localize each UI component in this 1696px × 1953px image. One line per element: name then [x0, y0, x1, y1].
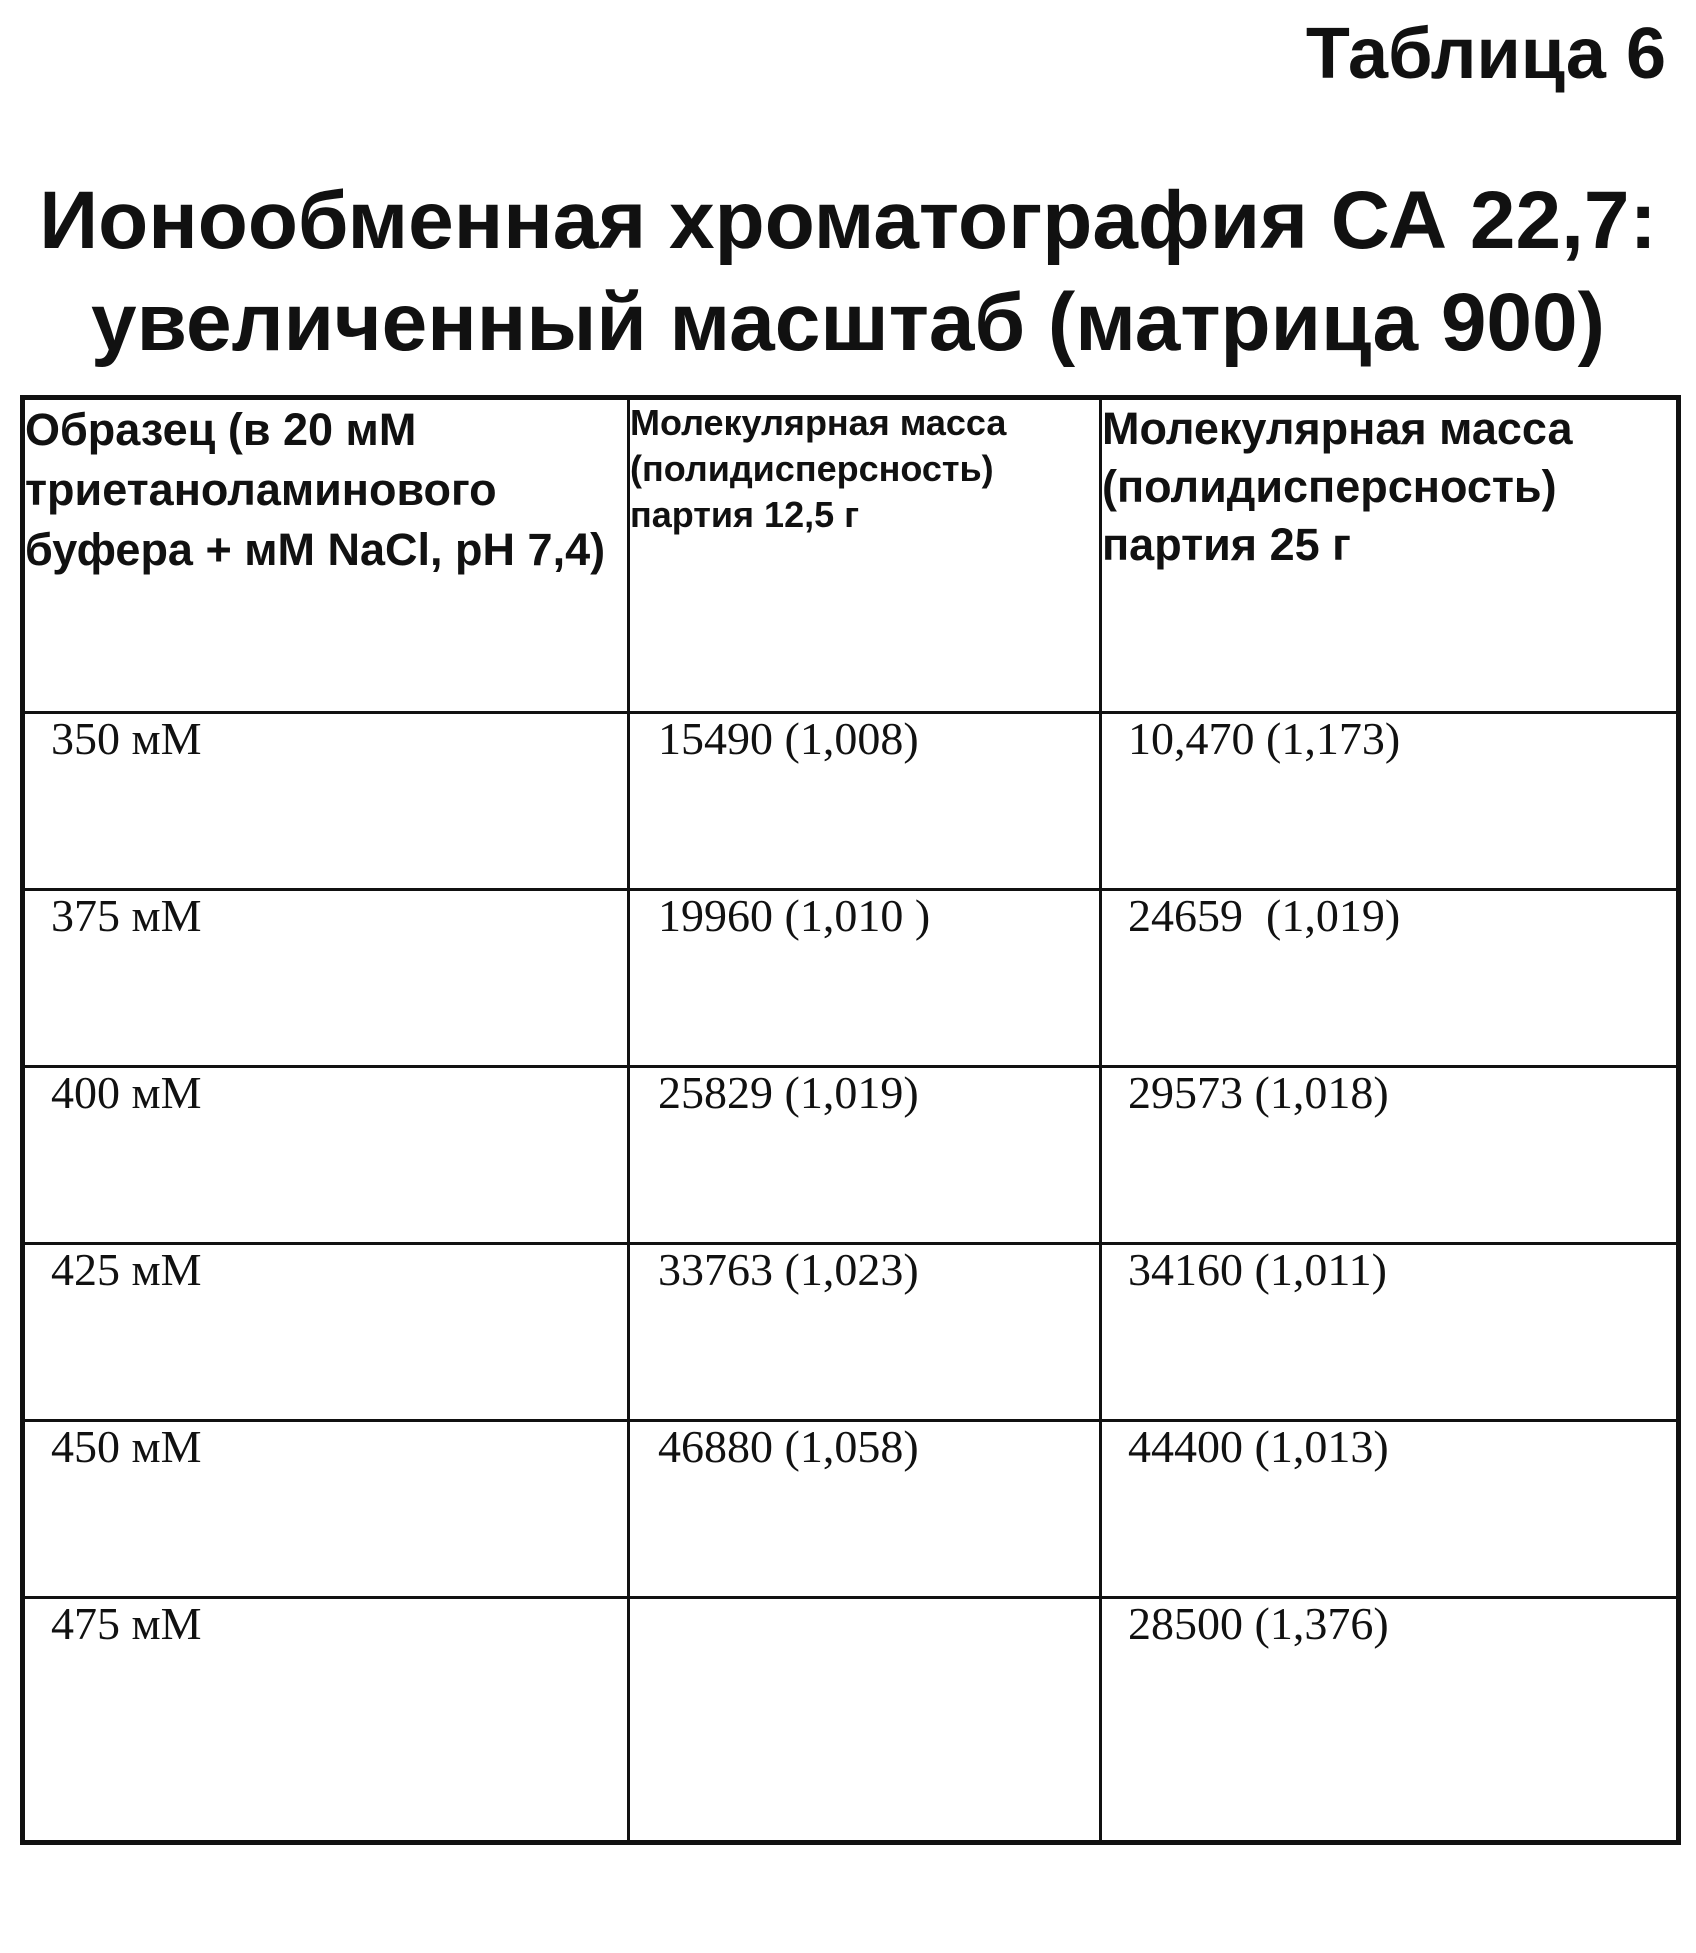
sample-cell: 400 мМ — [23, 1067, 629, 1244]
column-header-batch-12-5g: Молекулярная масса (полидисперсность) партия 12,5 г — [629, 398, 1101, 713]
batch-25g-cell: 34160 (1,011) — [1101, 1244, 1679, 1421]
batch-12-5g-cell: 46880 (1,058) — [629, 1421, 1101, 1598]
sample-cell: 450 мМ — [23, 1421, 629, 1598]
document-title — [0, 170, 1696, 374]
title-line-1: Ионообменная хроматография СА 22,7: — [39, 175, 1657, 266]
table-row — [23, 1067, 1679, 1244]
batch-12-5g-cell: 33763 (1,023) — [629, 1244, 1101, 1421]
batch-25g-cell: 10,470 (1,173) — [1101, 713, 1679, 890]
table-row — [23, 1244, 1679, 1421]
batch-12-5g-cell: 15490 (1,008) — [629, 713, 1101, 890]
column-header-batch-25g: Молекулярная масса (полидисперсность) партия 25 г — [1101, 398, 1679, 713]
sample-cell: 375 мМ — [23, 890, 629, 1067]
batch-25g-cell: 28500 (1,376) — [1101, 1598, 1679, 1843]
sample-cell: 350 мМ — [23, 713, 629, 890]
sample-cell: 425 мМ — [23, 1244, 629, 1421]
table-number-label: Таблица 6 — [1305, 14, 1666, 94]
table-row — [23, 1421, 1679, 1598]
column-header-sample: Образец (в 20 мМ триетаноламинового буфера + мМ NaCl, рН 7,4) — [23, 398, 629, 713]
batch-12-5g-cell — [629, 1598, 1101, 1843]
sample-cell: 475 мМ — [23, 1598, 629, 1843]
results-table — [20, 395, 1681, 1845]
table-row — [23, 890, 1679, 1067]
table-row — [23, 713, 1679, 890]
header-row — [23, 398, 1679, 713]
batch-12-5g-cell: 19960 (1,010 ) — [629, 890, 1101, 1067]
batch-12-5g-cell: 25829 (1,019) — [629, 1067, 1101, 1244]
table-row — [23, 1598, 1679, 1843]
batch-25g-cell: 44400 (1,013) — [1101, 1421, 1679, 1598]
batch-25g-cell: 29573 (1,018) — [1101, 1067, 1679, 1244]
batch-25g-cell: 24659 (1,019) — [1101, 890, 1679, 1067]
title-line-2: увеличенный масштаб (матрица 900) — [91, 277, 1605, 368]
